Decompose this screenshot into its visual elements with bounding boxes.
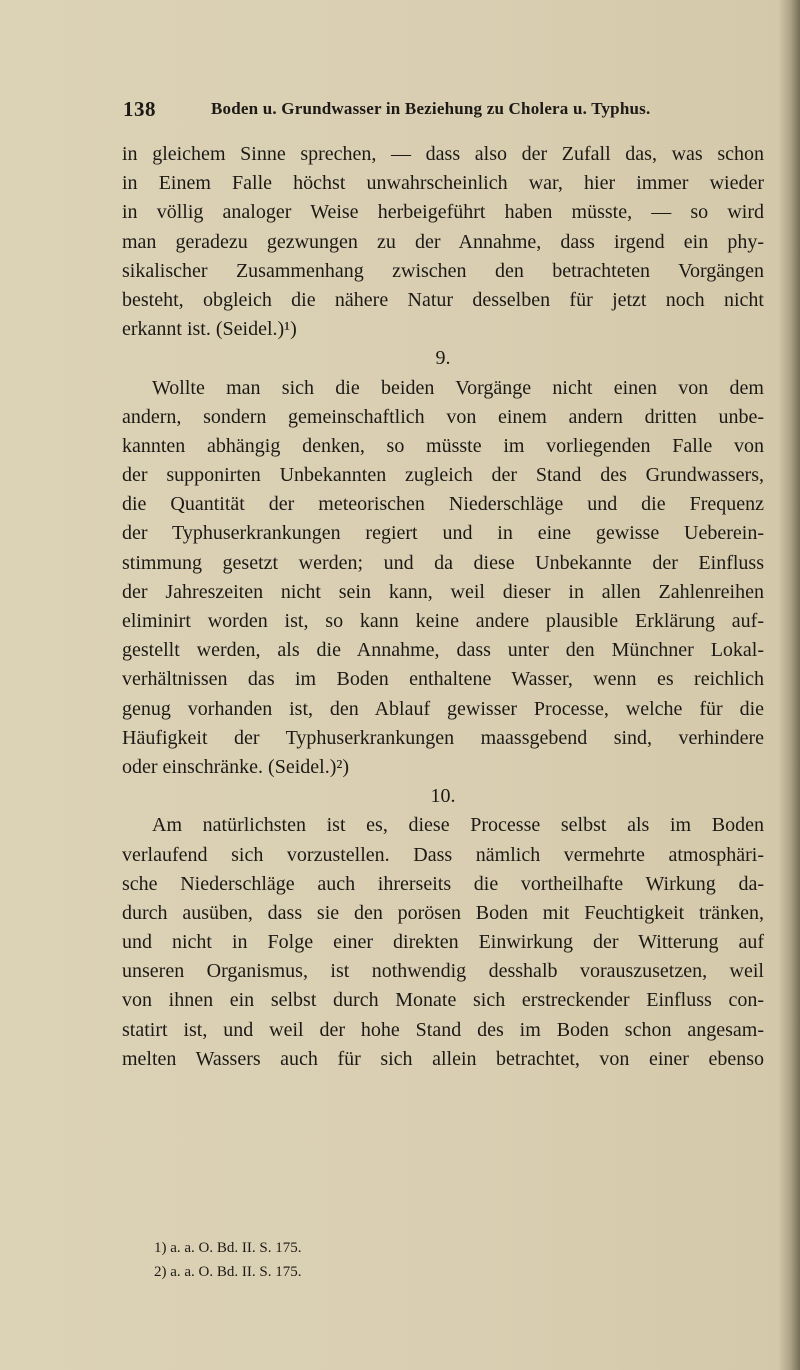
text-line: andern, sondern gemeinschaftlich von einem andern dritten unbe- (122, 405, 764, 428)
footnote: 1) a. a. O. Bd. II. S. 175. (154, 1240, 302, 1256)
text-line: Am natürlichsten ist es, diese Processe selbst als im Boden (152, 814, 764, 837)
text-line: von ihnen ein selbst durch Monate sich erstreckender Einfluss con- (122, 989, 764, 1012)
text-line: genug vorhanden ist, den Ablauf gewisser Processe, welche für die (122, 697, 764, 720)
text-line: in Einem Falle höchst unwahrscheinlich war, hier immer wieder (122, 172, 764, 195)
text-line: melten Wassers auch für sich allein betrachtet, von einer ebenso (122, 1047, 764, 1070)
text-line: in völlig analoger Weise herbeigeführt haben müsste, — so wird (122, 201, 764, 224)
text-line: die Quantität der meteorischen Niederschläge und die Frequenz (122, 493, 764, 516)
page-edge-shadow (778, 0, 800, 1370)
section-number: 9. (435, 347, 451, 370)
text-line: Häufigkeit der Typhuserkrankungen maassgebend sind, verhindere (122, 726, 764, 749)
running-head (123, 97, 683, 125)
footnote: 2) a. a. O. Bd. II. S. 175. (154, 1264, 302, 1280)
text-line: verhältnissen das im Boden enthaltene Wasser, wenn es reichlich (122, 668, 764, 691)
page-number: 138 (123, 97, 156, 121)
text-line: Wollte man sich die beiden Vorgänge nicht einen von dem (152, 376, 764, 399)
running-head-title: Boden u. Grundwasser in Beziehung zu Cholera u. Typhus. (211, 99, 651, 118)
text-line: unseren Organismus, ist nothwendig desshalb vorauszusetzen, weil (122, 960, 764, 983)
text-line: besteht, obgleich die nähere Natur desselben für jetzt noch nicht (122, 288, 764, 311)
body-text (122, 140, 764, 1074)
text-line: kannten abhängig denken, so müsste im vorliegenden Falle von (122, 434, 764, 457)
text-line: statirt ist, und weil der hohe Stand des im Boden schon angesam- (122, 1018, 764, 1041)
text-line: sikalischer Zusammenhang zwischen den betrachteten Vorgängen (122, 259, 764, 282)
text-line: eliminirt worden ist, so kann keine andere plausible Erklärung auf- (122, 610, 764, 632)
text-line: der Typhuserkrankungen regiert und in eine gewisse Ueberein- (122, 522, 764, 545)
section-number: 10. (430, 785, 456, 808)
text-line: der Jahreszeiten nicht sein kann, weil dieser in allen Zahlenreihen (122, 580, 764, 603)
text-line: durch ausüben, dass sie den porösen Boden mit Feuchtigkeit tränken, (122, 901, 764, 924)
footnotes (154, 1236, 454, 1284)
text-line: in gleichem Sinne sprechen, — dass also der Zufall das, was schon (122, 143, 764, 165)
text-line: erkannt ist. (Seidel.)¹) (122, 318, 297, 341)
text-line: stimmung gesetzt werden; und da diese Unbekannte der Einfluss (122, 551, 764, 574)
text-line: und nicht in Folge einer direkten Einwirkung der Witterung auf (122, 931, 764, 954)
text-line: oder einschränke. (Seidel.)²) (122, 755, 350, 778)
text-line: sche Niederschläge auch ihrerseits die vortheilhafte Wirkung da- (122, 872, 764, 895)
text-line: gestellt werden, als die Annahme, dass unter den Münchner Lokal- (122, 639, 764, 662)
text-line: man geradezu gezwungen zu der Annahme, dass irgend ein phy- (122, 230, 764, 253)
text-line: verlaufend sich vorzustellen. Dass nämlich vermehrte atmosphäri- (122, 843, 764, 866)
text-line: der supponirten Unbekannten zugleich der Stand des Grundwassers, (122, 464, 764, 487)
